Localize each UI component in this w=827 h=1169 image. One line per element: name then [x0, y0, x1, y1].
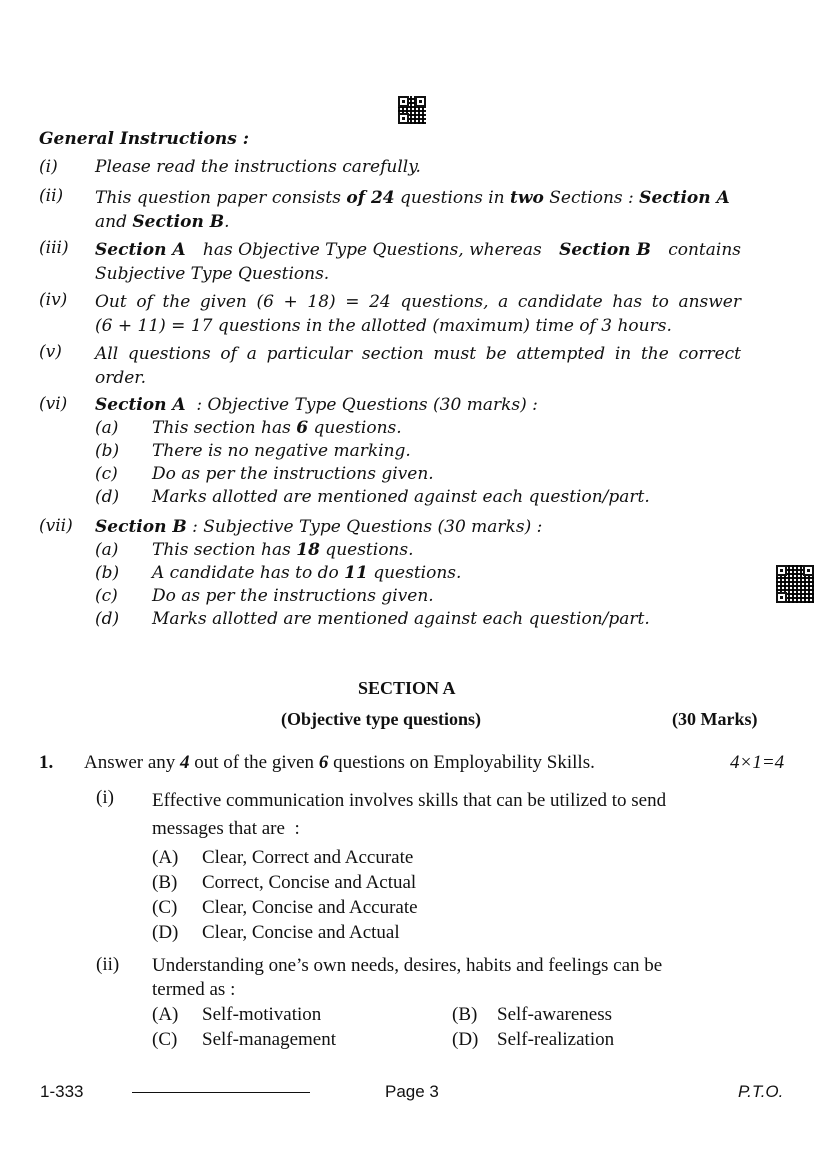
- text-fragment: and: [95, 212, 133, 232]
- text-line: termed as :: [152, 979, 236, 1000]
- options-list: [152, 845, 418, 945]
- question-marks: 4×1=4: [730, 752, 785, 773]
- section-subtitle: (Objective type questions): [281, 709, 481, 729]
- option-a[interactable]: [152, 1002, 452, 1027]
- text-fragment: A candidate has to do: [152, 563, 345, 583]
- part-number: (i): [96, 787, 114, 808]
- text-fragment: questions.: [308, 418, 402, 438]
- option-text: Self-realization: [497, 1029, 615, 1050]
- text-line: Effective communication involves skills that can be utilized to send: [152, 790, 667, 811]
- sub-number: (a): [95, 540, 119, 560]
- paper-code: 1-333: [40, 1082, 84, 1101]
- qr-code-top: [398, 96, 426, 124]
- text-fragment: questions on Employability Skills.: [328, 752, 595, 773]
- text-fragment: Do as per the instructions given.: [152, 464, 434, 484]
- bold-fragment: Section A: [639, 188, 730, 208]
- text-fragment: Sections :: [543, 188, 640, 208]
- option-b[interactable]: [152, 870, 418, 895]
- sub-number: (a): [95, 418, 119, 438]
- option-c[interactable]: [152, 1027, 452, 1052]
- instruction-vii: [39, 516, 741, 631]
- instruction-text: Please read the instructions carefully.: [95, 157, 421, 177]
- instructions-heading: General Instructions :: [39, 129, 250, 149]
- part-number: (ii): [96, 954, 120, 975]
- sub-number: (d): [95, 609, 120, 629]
- option-label: (B): [452, 1004, 478, 1025]
- option-text: Correct, Concise and Actual: [202, 872, 417, 893]
- question-text: [84, 752, 595, 774]
- instruction-number: (ii): [39, 186, 64, 206]
- bold-fragment: of 24: [346, 188, 395, 208]
- sub-number: (c): [95, 586, 118, 606]
- option-label: (C): [152, 897, 178, 918]
- instruction-v: [39, 342, 741, 390]
- sub-number: (b): [95, 441, 120, 461]
- bold-fragment: 6: [296, 418, 309, 438]
- instruction-vi: [39, 394, 741, 509]
- bold-fragment: Section B: [559, 240, 651, 260]
- option-d[interactable]: [152, 920, 418, 945]
- text-line: Understanding one’s own needs, desires, habits and feelings can be: [152, 955, 663, 976]
- option-label: (D): [152, 922, 179, 943]
- option-label: (A): [152, 847, 179, 868]
- text-fragment: : Objective Type Questions (30 marks) :: [185, 395, 538, 415]
- option-a[interactable]: [152, 845, 418, 870]
- option-text: Clear, Concise and Actual: [202, 922, 400, 943]
- footer-rule: [132, 1092, 310, 1093]
- text-line: messages that are :: [152, 818, 300, 839]
- text-line: Out of the given (6 + 18) = 24 questions, a candidate has to answer: [95, 292, 741, 312]
- instruction-iii: [39, 238, 741, 286]
- text-fragment: This section has: [152, 540, 297, 560]
- bold-fragment: two: [510, 188, 544, 208]
- text-fragment: questions.: [367, 563, 462, 583]
- option-text: Self-motivation: [202, 1004, 322, 1025]
- text-line: (6 + 11) = 17 questions in the allotted (maximum) time of 3 hours.: [95, 316, 672, 336]
- part-text: [152, 787, 666, 843]
- sub-number: (c): [95, 464, 118, 484]
- option-label: (D): [452, 1029, 479, 1050]
- option-label: (C): [152, 1029, 178, 1050]
- text-fragment: out of the given: [189, 752, 319, 773]
- instruction-number: (vi): [39, 394, 68, 414]
- instruction-ii: [39, 186, 741, 234]
- qr-code-side: [776, 565, 814, 603]
- text-fragment: has Objective Type Questions, whereas: [197, 240, 548, 260]
- option-text: Self-management: [202, 1029, 337, 1050]
- option-label: (B): [152, 872, 178, 893]
- bold-fragment: 6: [318, 752, 329, 773]
- bold-fragment: Section B: [132, 212, 225, 232]
- text-line: Subjective Type Questions.: [95, 264, 330, 284]
- instruction-number: (iii): [39, 238, 69, 258]
- text-fragment: Do as per the instructions given.: [152, 586, 434, 606]
- text-fragment: This question paper consists: [95, 188, 347, 208]
- bold-fragment: Section A: [95, 395, 186, 415]
- question-number: 1.: [39, 752, 54, 773]
- instruction-iv: [39, 290, 741, 338]
- option-d[interactable]: [452, 1027, 614, 1052]
- text-fragment: .: [224, 212, 230, 232]
- pto-label: P.T.O.: [738, 1082, 784, 1101]
- option-label: (A): [152, 1004, 179, 1025]
- option-c[interactable]: [152, 895, 418, 920]
- instruction-number: (iv): [39, 290, 68, 310]
- bold-fragment: Section B: [95, 517, 187, 537]
- option-b[interactable]: [452, 1002, 612, 1027]
- instruction-number: (v): [39, 342, 62, 362]
- text-fragment: questions in: [394, 188, 510, 208]
- text-fragment: contains: [662, 240, 741, 260]
- page-number: Page 3: [385, 1082, 439, 1101]
- text-fragment: Marks allotted are mentioned against each question/part.: [152, 487, 650, 507]
- text-fragment: Answer any: [84, 752, 181, 773]
- text-fragment: This section has: [152, 418, 297, 438]
- sub-number: (b): [95, 563, 120, 583]
- instruction-number: (vii): [39, 516, 73, 536]
- text-fragment: There is no negative marking.: [152, 441, 411, 461]
- option-text: Clear, Concise and Accurate: [202, 897, 418, 918]
- bold-fragment: 4: [180, 752, 190, 773]
- bold-fragment: 18: [296, 540, 320, 560]
- text-line: All questions of a particular section must be attempted in the correct: [95, 344, 741, 364]
- text-line: order.: [95, 368, 146, 388]
- text-fragment: Marks allotted are mentioned against each question/part.: [152, 609, 650, 629]
- option-text: Clear, Correct and Accurate: [202, 847, 414, 868]
- bold-fragment: Section A: [95, 240, 186, 260]
- option-text: Self-awareness: [497, 1004, 613, 1025]
- text-fragment: questions.: [319, 540, 414, 560]
- instruction-i: [39, 157, 421, 177]
- instruction-number: (i): [39, 157, 58, 177]
- section-marks: (30 Marks): [672, 709, 758, 729]
- part-text: [152, 954, 662, 1002]
- text-fragment: : Subjective Type Questions (30 marks) :: [186, 517, 543, 537]
- section-title: SECTION A: [358, 678, 456, 698]
- sub-number: (d): [95, 487, 120, 507]
- options-grid: [152, 1002, 672, 1052]
- bold-fragment: 11: [344, 563, 368, 583]
